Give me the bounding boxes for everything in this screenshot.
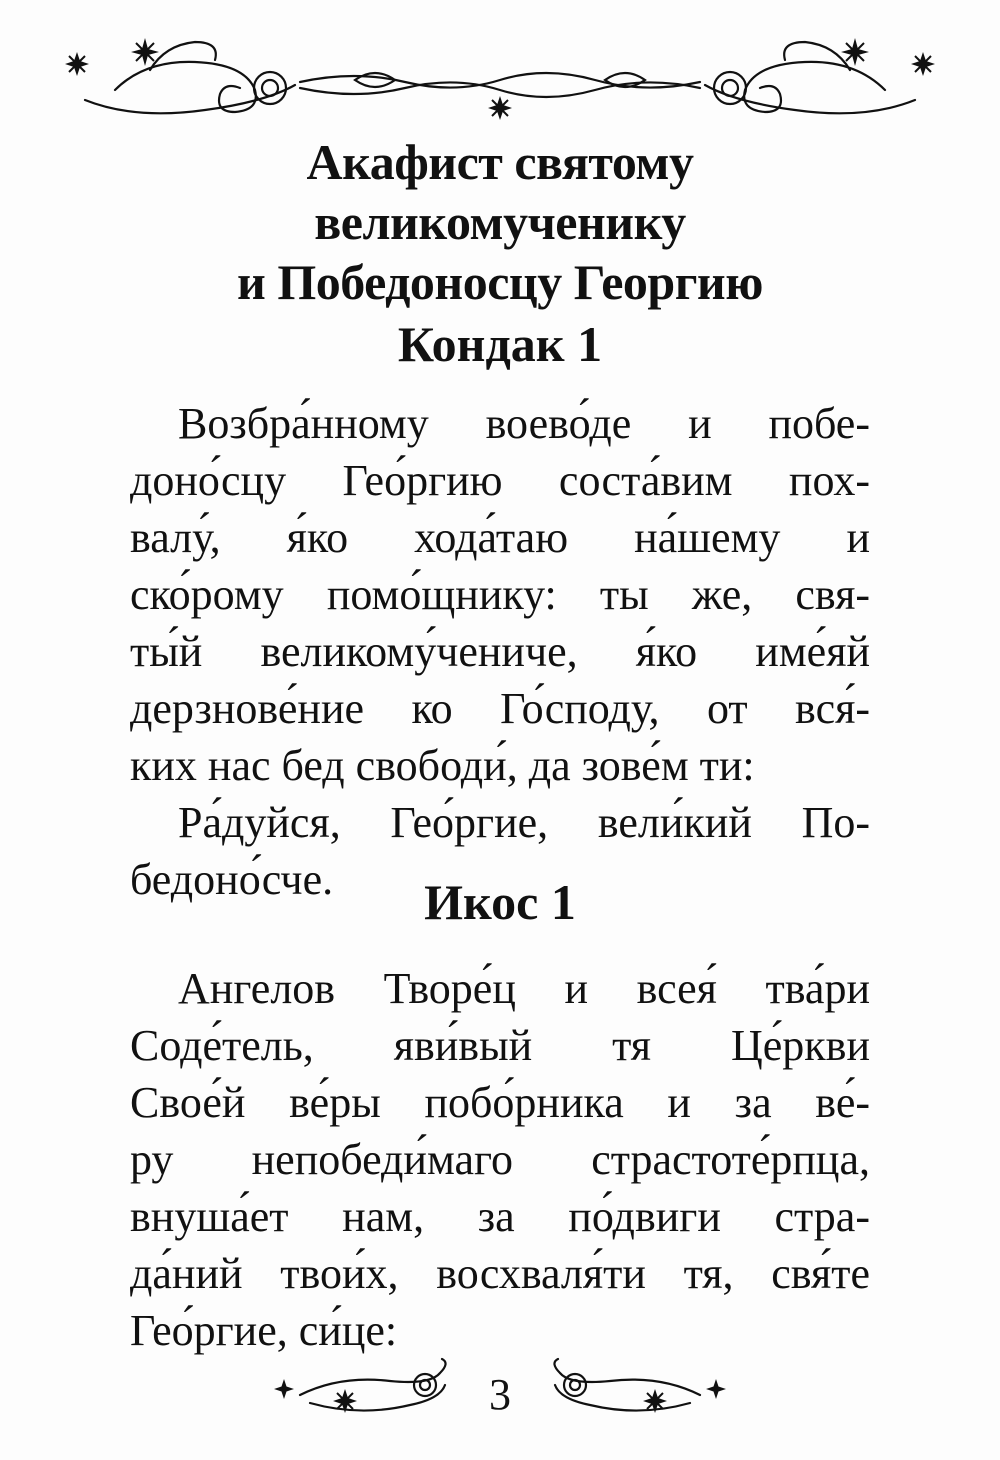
kondak-heading: Кондак 1 xyxy=(397,316,603,372)
text-line: ты́й великому́чениче, я́ко име́яй xyxy=(130,627,870,676)
text-line: Ангелов Творе́ц и всея́ тва́ри xyxy=(178,964,870,1013)
ikos-heading: Икос 1 xyxy=(424,874,576,930)
text-line: Соде́тель, яви́вый тя Це́ркви xyxy=(130,1021,870,1070)
text-line: да́ний твои́х, восхваля́ти тя, свя́те xyxy=(130,1249,870,1298)
text-line: валу́, я́ко хода́таю на́шему и xyxy=(130,513,870,562)
top-floral-ornament xyxy=(55,30,945,130)
page-number: 3 xyxy=(489,1370,511,1419)
kondak-text xyxy=(130,395,870,908)
text-line: ких нас бед свободи́, да зове́м ти: xyxy=(130,741,755,790)
text-line: ско́рому помо́щнику: ты же, свя- xyxy=(130,570,870,619)
title-line-1: Акафист святому xyxy=(306,134,694,190)
text-line: Возбра́нному воево́де и побе- xyxy=(178,399,870,448)
text-line: ру непобеди́маго страстоте́рпца, xyxy=(130,1135,870,1184)
text-line: внуша́ет нам, за по́двиги стра- xyxy=(130,1192,870,1241)
text-line: доно́сцу Гео́ргию соста́вим пох- xyxy=(130,456,870,505)
text-line: бедоно́сче. xyxy=(130,855,334,904)
text-line: Свое́й ве́ры побо́рника и за ве́- xyxy=(130,1078,870,1127)
text-line: дерзнове́ние ко Го́споду, от вся́- xyxy=(130,684,870,733)
text-line: Ра́дуйся, Гео́ргие, вели́кий По- xyxy=(178,798,870,847)
title-line-3: и Победоносцу Георгию xyxy=(237,254,763,310)
text-line: Гео́ргие, си́це: xyxy=(130,1306,398,1355)
ikos-text xyxy=(130,960,870,1359)
akathist-title xyxy=(100,132,900,312)
title-line-2: великомученику xyxy=(314,194,686,250)
